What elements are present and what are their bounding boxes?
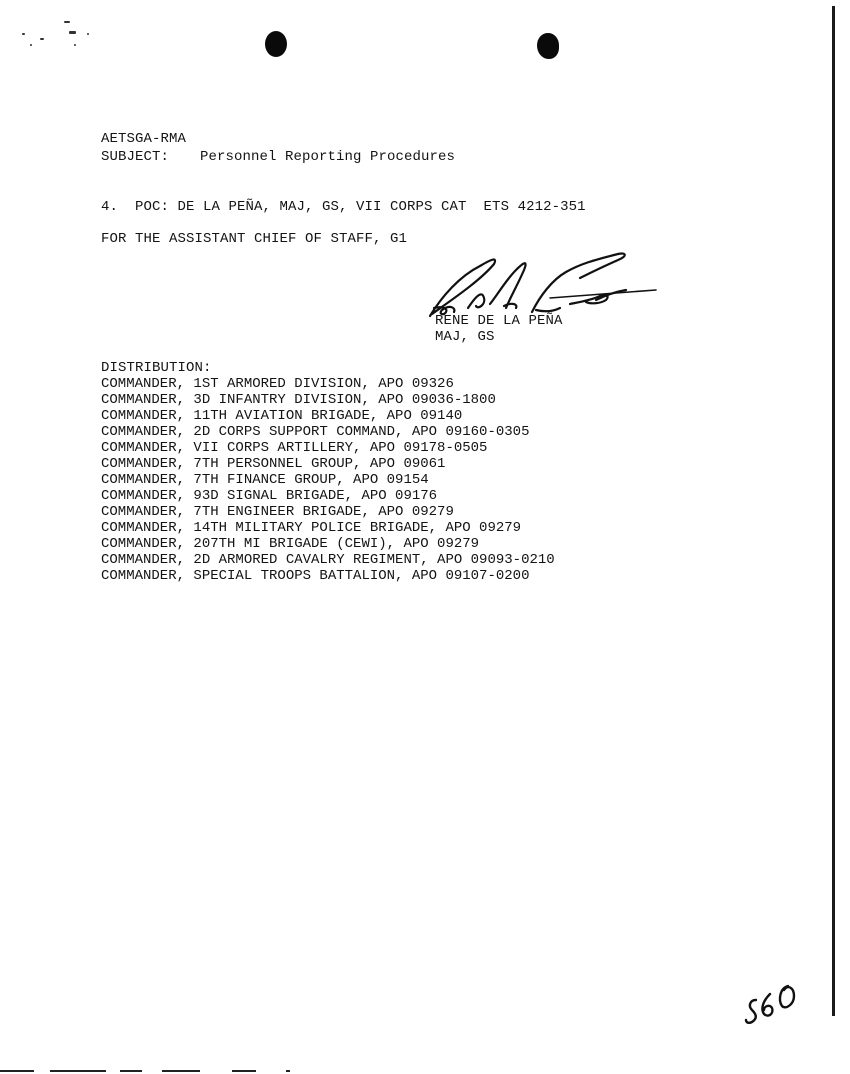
bottom-scan-line	[232, 1070, 256, 1072]
distribution-list	[101, 376, 555, 584]
distribution-entry: COMMANDER, 1ST ARMORED DIVISION, APO 09326	[101, 376, 454, 392]
for-line: FOR THE ASSISTANT CHIEF OF STAFF, G1	[101, 231, 408, 247]
distribution-entry: COMMANDER, SPECIAL TROOPS BATTALION, APO 09107-0200	[101, 568, 530, 584]
scan-speck	[87, 33, 89, 35]
distribution-entry: COMMANDER, 2D CORPS SUPPORT COMMAND, APO 09160-0305	[101, 424, 530, 440]
distribution-entry: COMMANDER, 2D ARMORED CAVALRY REGIMENT, APO 09093-0210	[101, 552, 555, 568]
scan-speck	[22, 33, 25, 35]
bottom-scan-line	[162, 1070, 200, 1072]
subject-label: SUBJECT:	[101, 149, 170, 165]
scan-speck	[69, 31, 76, 34]
bottom-scan-line	[120, 1070, 142, 1072]
signer-name: RENE DE LA PEÑA	[435, 313, 563, 329]
page-edge-rule	[832, 6, 835, 1016]
distribution-entry: COMMANDER, 207TH MI BRIGADE (CEWI), APO 09279	[101, 536, 480, 552]
bottom-scan-line	[286, 1070, 290, 1072]
distribution-entry: COMMANDER, 3D INFANTRY DIVISION, APO 09036-1800	[101, 392, 496, 408]
poc-line: 4. POC: DE LA PEÑA, MAJ, GS, VII CORPS CAT ETS 4212-351	[101, 199, 586, 215]
handwritten-folio-number	[742, 982, 802, 1026]
punch-hole-left	[265, 31, 287, 57]
distribution-entry: COMMANDER, VII CORPS ARTILLERY, APO 09178-0505	[101, 440, 488, 456]
bottom-scan-line	[0, 1070, 34, 1072]
distribution-heading: DISTRIBUTION:	[101, 360, 212, 376]
distribution-entry: COMMANDER, 7TH FINANCE GROUP, APO 09154	[101, 472, 429, 488]
subject-text: Personnel Reporting Procedures	[200, 149, 456, 165]
distribution-entry: COMMANDER, 93D SIGNAL BRIGADE, APO 09176	[101, 488, 438, 504]
scan-speck	[40, 38, 44, 40]
distribution-entry: COMMANDER, 11TH AVIATION BRIGADE, APO 09140	[101, 408, 463, 424]
scan-speck	[30, 44, 32, 46]
distribution-entry: COMMANDER, 7TH PERSONNEL GROUP, APO 09061	[101, 456, 446, 472]
distribution-entry: COMMANDER, 14TH MILITARY POLICE BRIGADE, APO 09279	[101, 520, 522, 536]
office-symbol: AETSGA-RMA	[101, 131, 187, 147]
scan-speck	[64, 21, 70, 23]
punch-hole-right	[537, 33, 559, 59]
distribution-entry: COMMANDER, 7TH ENGINEER BRIGADE, APO 09279	[101, 504, 454, 520]
scan-speck	[74, 44, 76, 46]
signer-rank: MAJ, GS	[435, 329, 495, 345]
bottom-scan-line	[50, 1070, 106, 1072]
